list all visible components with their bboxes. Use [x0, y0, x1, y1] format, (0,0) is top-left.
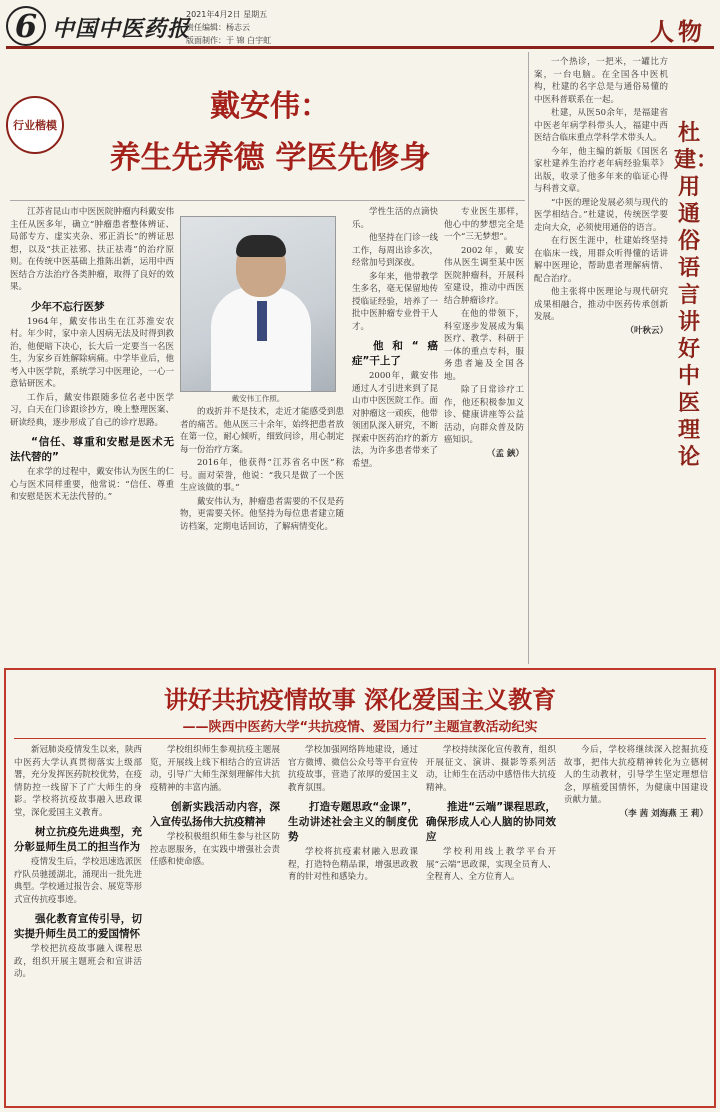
byline: （孟 鋏）	[487, 448, 524, 459]
article1-col1: 江苏省昆山市中医医院肿瘤内科戴安伟主任从医多年，确立“肿瘤患者整体辨证、局部专方、虚实夹杂、邪正消长”的辨证思想，以及“扶正祛邪、扶正祛毒”的治疗原则。在传统中医基础上推陈出新，运用中西医结合方法治疗各类肿瘤，取得了良好的效果。 少年不忘行医梦 1964年，戴安伟出生在江苏淮安农村。年少时，家中亲人因病无法及时得到救治，他便暗下决心，长大后一定要当一名医生，为家乡百姓解除病痛。中学毕业后，他考入中医学院，系统学习中医理论，一心一意钻研医术。 工作后，戴安伟跟随多位名老中医学习，白天在门诊跟诊抄方，晚上整理医案、研读经典，逐步形成了自己的诊疗思路。 “信任、尊重和安慰是医术无法代替的” 在求学的过程中，戴安伟认为医生的仁心与医术同样重要，他常说：“信任、尊重和安慰是医术无法代替的。”	[10, 207, 174, 502]
subheading: 他和“癌症”干上了	[352, 340, 438, 367]
subheading: 少年不忘行医梦	[31, 300, 105, 313]
subheading: 打造专题思政“金课”，生动讲述社会主义的制度优势	[288, 801, 418, 843]
header-rule	[6, 46, 714, 49]
photo-caption: 戴安伟工作照。	[231, 394, 285, 403]
page-number: 6	[6, 6, 46, 46]
subheading: 创新实践活动内容，深入宣传弘扬伟大抗疫精神	[150, 801, 280, 828]
article3-title: 讲好共抗疫情故事 深化爱国主义教育	[163, 686, 557, 714]
article2-body: 一个热诊，一把米，一罐比方案，一台电脑。在全国各中医机构，杜建的名字总是与通俗易懂的中医科普联系在一起。 杜建，从医50余年，是福建省中医老年病学科带头人，福建中西医结合临床重点学科学术带头人。 今年，他主编的新版《国医名家杜建养生治疗老年病经验集萃》出版，收录了他多年来的临证心得与科普文章。 “中医的理论发展必须与现代的医学相结合。”杜建说，传统医学要走向大众，必须使用通俗的语言。 在行医生涯中，杜建始终坚持在临床一线，用群众听得懂的话讲解中医理论，帮助患者理解病情、配合治疗。 他主张将中医理论与现代研究成果相融合，推动中医药传承创新发展。 （叶秋云）	[534, 57, 668, 336]
article3-col2: 学校组织师生参观抗疫主题展览，开展线上线下相结合的宣讲活动，引导广大师生深刻理解伟大抗疫精神的丰富内涵。 创新实践活动内容，深入宣传弘扬伟大抗疫精神 学校积极组织师生参与社区防控志愿服务，在实践中增强社会责任感和使命感。	[150, 745, 280, 867]
article2-vertical-title: 杜建：用通俗语言讲好中医理论	[674, 121, 719, 470]
divider	[10, 200, 525, 201]
article3-col4: 学校持续深化宣传教育，组织开展征文、演讲、摄影等系列活动，让师生在活动中感悟伟大抗疫精神。 推进“云端”课程思政，确保形成人心人脑的协同效应 学校利用线上教学平台开展“云端”思政课，实现全员育人、全程育人、全方位育人。	[426, 745, 556, 882]
article1-col4: 专业医生那样，他心中的梦想完全是一个“三无梦想”。 2002年，戴安伟从医生调至某中医医院肿瘤科，开展科室建设，推动中西医结合肿瘤诊疗。 在他的带领下，科室逐步发展成为集医疗、教学、科研于一体的重点专科，服务患者遍及全国各地。 除了日常诊疗工作，他还积极参加义诊、健康讲座等公益活动，向群众普及防癌知识。 （孟 鋏）	[444, 207, 524, 459]
article3-col5: 今后，学校将继续深入挖掘抗疫故事，把伟大抗疫精神转化为立德树人的生动教材，引导学生坚定理想信念，厚植爱国情怀，为健康中国建设贡献力量。 （李 茜 刘海燕 王 莉）	[564, 745, 708, 819]
article1-subtitle: 养生先养德 学医先修身	[109, 140, 431, 176]
column-tag: 行业楷模	[6, 96, 64, 154]
section-title: 人物	[650, 18, 706, 46]
byline: （李 茜 刘海燕 王 莉）	[619, 808, 708, 819]
newspaper-masthead: 中国中医药报	[52, 16, 191, 42]
issue-meta: 2021年4月2日 星期五 责任编辑：杨志云 版面制作：于 锦 白宇虹	[186, 10, 272, 45]
subheading: 树立抗疫先进典型，充分彰显师生员工的担当作为	[14, 826, 142, 853]
article1-title: 戴安伟：	[210, 89, 330, 124]
subheading: 推进“云端”课程思政，确保形成人心人脑的协同效应	[426, 801, 556, 843]
article1-col3: 学性生活的点滴快乐。 他坚持在门诊一线工作，每周出诊多次，经常加号到深夜。 多年来，他带教学生多名，毫无保留地传授临证经验，培养了一批中医肿瘤专业骨干人才。 他和“癌症”干上了 2000年，戴安伟通过人才引进来到了昆山市中医医院工作。面对肿瘤这一顽疾，他带领团队深入研究，不断探索中医药治疗的新方法，为许多患者带来了希望。	[352, 207, 438, 469]
divider	[14, 738, 706, 739]
subheading: “信任、尊重和安慰是医术无法代替的”	[10, 436, 174, 463]
article3-subtitle: ——陕西中医药大学“共抗疫情、爱国力行”主题宣教活动纪实	[182, 720, 538, 735]
subheading: 强化教育宣传引导，切实提升师生员工的爱国情怀	[14, 913, 142, 940]
article3-col1: 新冠肺炎疫情发生以来，陕西中医药大学认真贯彻落实上级部署，充分发挥医药院校优势，在疫情防控一线留下了广大师生的身影。学校将抗疫故事融入思政课堂，深化爱国主义教育。 树立抗疫先进典型，充分彰显师生员工的担当作为 疫情发生后，学校迅速选派医疗队员驰援湖北，涌现出一批先进典型。学校通过报告会、展览等形式宣传抗疫事迹。 强化教育宣传引导，切实提升师生员工的爱国情怀 学校把抗疫故事融入课程思政，组织开展主题班会和宣讲活动。	[14, 745, 142, 979]
page-header	[0, 0, 720, 56]
portrait-photo	[180, 216, 336, 392]
article3-col3: 学校加强网络阵地建设，通过官方微博、微信公众号等平台宣传抗疫故事，营造了浓厚的爱国主义教育氛围。 打造专题思政“金课”，生动讲述社会主义的制度优势 学校将抗疫素材融入思政课程，打造特色精品课，增强思政教育的针对性和感染力。	[288, 745, 418, 882]
byline: （叶秋云）	[625, 325, 668, 336]
article1-col2: 的戏折并不是技术，走近才能感受到患者的痛苦。他从医三十余年，始终把患者放在第一位，耐心倾听，细致问诊，用心制定每一份治疗方案。 2016年，他获得“江苏省名中医”称号。面对荣誉，他说：“我只是做了一个医生应该做的事。” 戴安伟认为，肿瘤患者需要的不仅是药物，更需要关怀。他坚持为每位患者建立随访档案，定期电话回访，了解病情变化。	[180, 407, 344, 532]
divider	[528, 52, 529, 664]
